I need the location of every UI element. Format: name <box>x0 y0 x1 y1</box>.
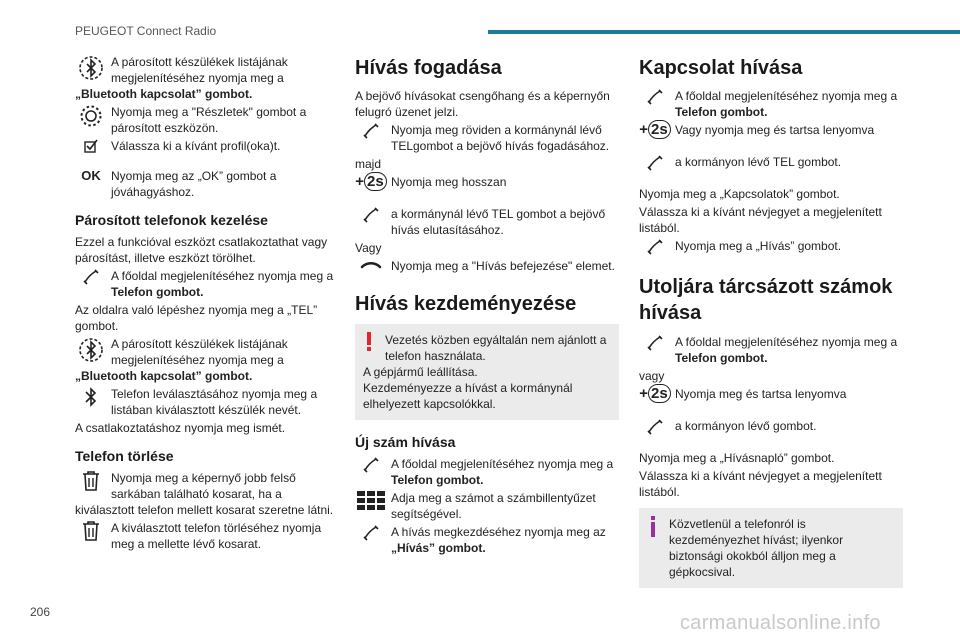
phone-handset-icon <box>639 154 671 184</box>
checkbox-icon <box>75 138 107 168</box>
step-ok <box>75 168 337 200</box>
ok-label-icon: OK <box>81 168 101 183</box>
info-text: Közvetlenül a telefonról is kezdeményezhet hívást; ilyenkor biztonsági okokból álljon meg a gépkocsival. <box>669 517 844 579</box>
label-vagy: vagy <box>639 369 665 383</box>
step-text: Nyomja meg a "Hívás befejezése" elemet. <box>391 259 615 273</box>
column-left <box>75 52 337 554</box>
phone-button-label: Telefon gombot. <box>675 105 768 119</box>
phone-button-label: Telefon gombot. <box>111 285 204 299</box>
page-number: 206 <box>30 605 51 619</box>
step-text: a kormányon lévő TEL gombot. <box>675 155 842 169</box>
step-start-call <box>355 524 619 556</box>
step-steering-button <box>639 418 903 440</box>
long-press-2s-icon: + 2s <box>639 386 671 416</box>
label-majd: majd <box>355 157 382 171</box>
long-press-2s-icon: + 2s <box>639 122 671 152</box>
step-tel <box>639 154 903 176</box>
step-home-phone <box>639 334 903 366</box>
step-trash-top <box>75 470 337 502</box>
step-text: A párosított készülékek listájának megjelenítéséhez nyomja meg a <box>111 337 288 367</box>
step-bluetooth-list-2 <box>75 336 337 368</box>
step-text: Nyomja meg és tartsa lenyomva <box>675 387 847 401</box>
long-press-badge: 2s <box>648 120 671 139</box>
hang-up-icon <box>355 258 387 288</box>
step-long-press <box>639 122 903 144</box>
step-text: A kiválasztott telefon törléséhez nyomja meg a mellette lévő kosarat. <box>111 521 322 551</box>
bluetooth-settings-icon <box>75 54 107 84</box>
step-continuation: kiválasztott telefon mellett kosarat szeretne látni. <box>75 503 334 517</box>
running-header: PEUGEOT Connect Radio <box>75 24 217 38</box>
step-continuation <box>75 86 337 102</box>
step-continuation <box>75 368 337 384</box>
warning-exclamation-icon <box>365 332 373 356</box>
step-text: Válassza ki a kívánt profil(oka)t. <box>111 139 281 153</box>
heading-delete-phone: Telefon törlése <box>75 448 174 464</box>
step-long-press <box>355 174 619 196</box>
phone-button-label: Telefon gombot. <box>391 473 484 487</box>
step-tel-reject <box>355 206 619 238</box>
step-long-press <box>639 386 903 408</box>
bluetooth-icon <box>75 386 107 416</box>
paragraph-select-contact: Válassza ki a kívánt névjegyet a megjelenített listából. <box>639 205 882 235</box>
step-end-call <box>355 258 619 280</box>
long-press-badge: 2s <box>648 384 671 403</box>
details-gear-icon <box>75 104 107 134</box>
header-accent-bar <box>488 30 960 34</box>
heading-receive-call: Hívás fogadása <box>355 57 502 79</box>
step-details <box>75 104 337 136</box>
watermark: carmanualsonline.info <box>680 612 881 634</box>
label-vagy: Vagy <box>355 241 382 255</box>
heading-recent-calls: Utoljára tárcsázott számok hívása <box>639 276 893 324</box>
phone-handset-icon <box>355 206 387 236</box>
step-disconnect <box>75 386 337 418</box>
keypad-icon <box>355 490 387 520</box>
info-box <box>639 508 903 588</box>
step-text: A hívás megkezdéséhez nyomja meg az <box>391 525 606 539</box>
step-bluetooth-list <box>75 54 337 86</box>
phone-handset-icon <box>639 418 671 448</box>
phone-handset-icon <box>75 268 107 298</box>
step-call <box>639 238 903 260</box>
step-tel-short <box>355 122 619 154</box>
phone-handset-icon <box>355 524 387 554</box>
heading-make-call: Hívás kezdeményezése <box>355 293 577 315</box>
step-text: Nyomja meg a „Hívás” gombot. <box>675 239 842 253</box>
paragraph-call-log: Nyomja meg a „Hívásnapló” gombot. <box>639 451 835 465</box>
heading-manage-paired: Párosított telefonok kezelése <box>75 212 268 228</box>
bluetooth-button-label: „Bluetooth kapcsolat” gombot. <box>75 87 253 101</box>
step-text: Nyomja meg hosszan <box>391 175 507 189</box>
paragraph-side-page: Az oldalra való lépéshez nyomja meg a „TEL” gombot. <box>75 303 318 333</box>
step-text: Nyomja meg az „OK” gombot a jóváhagyáshoz. <box>111 169 277 199</box>
step-text: A főoldal megjelenítéséhez nyomja meg a <box>391 457 614 471</box>
step-home-phone <box>639 88 903 120</box>
phone-handset-icon <box>639 88 671 118</box>
paragraph-receive: A bejövő hívásokat csengőhang és a képernyőn felugró üzenet jelzi. <box>355 89 610 119</box>
heading-call-contact: Kapcsolat hívása <box>639 57 803 79</box>
step-home-phone <box>75 268 337 300</box>
warning-text-3: Kezdeményezze a hívást a kormánynál elhelyezett kapcsolókkal. <box>363 381 573 411</box>
warning-text-2: A gépjármű leállítása. <box>363 365 478 379</box>
step-profile <box>75 138 337 160</box>
heading-new-number: Új szám hívása <box>355 434 456 450</box>
step-text: A főoldal megjelenítéséhez nyomja meg a <box>675 89 898 103</box>
step-text: Vagy nyomja meg és tartsa lenyomva <box>675 123 875 137</box>
call-button-label: „Hívás” gombot. <box>391 541 486 555</box>
phone-button-label: Telefon gombot. <box>675 351 768 365</box>
step-text: A főoldal megjelenítéséhez nyomja meg a <box>111 269 334 283</box>
paragraph-select-contact: Válassza ki a kívánt névjegyet a megjelenített listából. <box>639 469 882 499</box>
step-text: A párosított készülékek listájának megjelenítéséhez nyomja meg a <box>111 55 288 85</box>
step-text: Nyomja meg a "Részletek" gombot a párosított eszközön. <box>111 105 307 135</box>
phone-handset-icon <box>355 456 387 486</box>
info-icon <box>649 516 657 542</box>
step-text: Adja meg a számot a számbillentyűzet segítségével. <box>391 491 596 521</box>
column-right <box>639 52 903 596</box>
warning-text: Vezetés közben egyáltalán nem ajánlott a telefon használata. <box>385 333 607 363</box>
paragraph-manage: Ezzel a funkcióval eszközt csatlakoztathat vagy párosítást, illetve eszközt törölhet. <box>75 235 328 265</box>
phone-handset-icon <box>639 334 671 364</box>
phone-handset-icon <box>355 122 387 152</box>
warning-box <box>355 324 619 420</box>
trash-icon <box>75 520 107 550</box>
step-text: Nyomja meg röviden a kormánynál lévő TELgombot a bejövő hívás fogadásához. <box>391 123 610 153</box>
trash-icon <box>75 470 107 500</box>
bluetooth-button-label: „Bluetooth kapcsolat” gombot. <box>75 369 253 383</box>
step-text: Nyomja meg a képernyő jobb felső sarkában található kosarat, ha a <box>111 471 296 501</box>
bluetooth-settings-icon <box>75 336 107 366</box>
step-home-phone <box>355 456 619 488</box>
step-text: a kormányon lévő gombot. <box>675 419 817 433</box>
step-text: a kormánynál lévő TEL gombot a bejövő hívás elutasításához. <box>391 207 606 237</box>
column-middle <box>355 52 619 558</box>
step-text: Telefon leválasztásához nyomja meg a listában kiválasztott készülék nevét. <box>111 387 318 417</box>
step-text: A főoldal megjelenítéséhez nyomja meg a <box>675 335 898 349</box>
step-keypad <box>355 490 619 522</box>
phone-handset-icon <box>639 238 671 268</box>
step-trash-delete <box>75 520 337 552</box>
paragraph-reconnect: A csatlakoztatáshoz nyomja meg ismét. <box>75 421 286 435</box>
long-press-badge: 2s <box>364 172 387 191</box>
paragraph-contacts: Nyomja meg a „Kapcsolatok” gombot. <box>639 187 840 201</box>
long-press-2s-icon: + 2s <box>355 174 387 204</box>
